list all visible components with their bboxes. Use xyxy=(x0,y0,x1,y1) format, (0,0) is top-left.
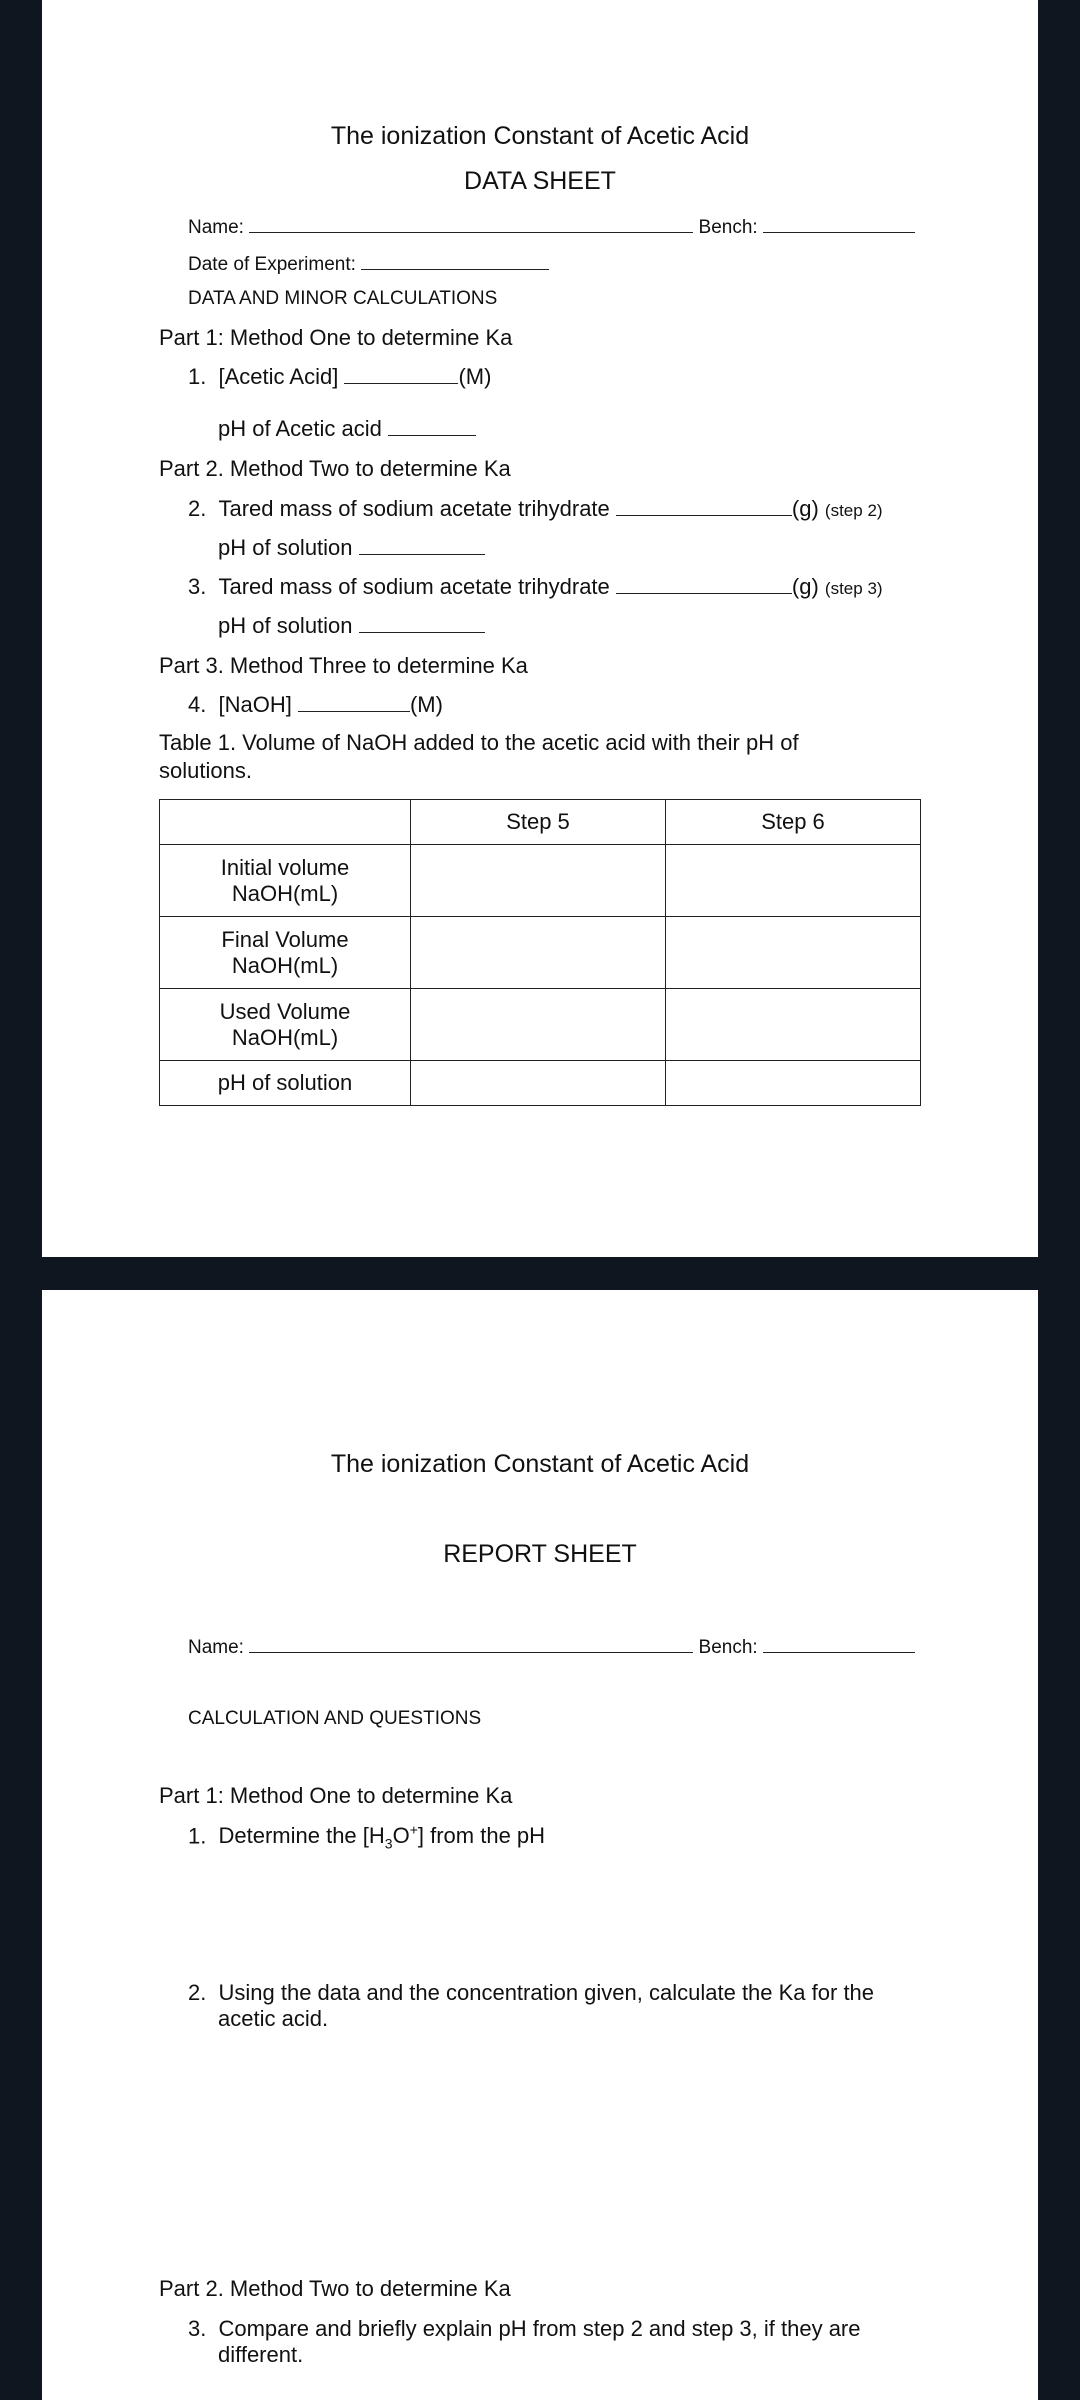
item-acetic-acid xyxy=(188,364,491,390)
item-label: Tared mass of sodium acetate trihydrate xyxy=(218,574,610,599)
item-label: Tared mass of sodium acetate trihydrate xyxy=(218,496,610,521)
unit-label: (M) xyxy=(409,692,443,717)
question-2 xyxy=(188,1980,874,2006)
date-blank xyxy=(361,251,549,270)
table-caption-line2: solutions. xyxy=(159,758,252,783)
ph-acetic-label: pH of Acetic acid xyxy=(218,416,382,441)
item-tared-mass-step3 xyxy=(188,574,883,600)
name-field xyxy=(188,214,915,239)
item-label: [NaOH] xyxy=(218,692,292,717)
item-number: 4. xyxy=(188,692,207,717)
table-header-cell: Step 6 xyxy=(666,800,921,845)
page-subtitle: REPORT SHEET xyxy=(443,1540,637,1568)
table-caption-line1: Table 1. Volume of NaOH added to the acetic acid with their pH of xyxy=(159,730,799,755)
question-3-line2: different. xyxy=(218,2342,304,2367)
table-cell xyxy=(666,917,921,989)
date-field xyxy=(188,251,549,276)
table-cell xyxy=(411,1061,666,1106)
ph-solution-blank xyxy=(359,536,485,555)
table-row xyxy=(160,1061,921,1106)
row-label xyxy=(160,989,411,1061)
name-blank xyxy=(249,214,693,233)
item-tared-mass-step2 xyxy=(188,496,883,522)
acetic-acid-blank xyxy=(344,365,458,384)
ph-solution-blank xyxy=(359,614,485,633)
question-text-line1: Using the data and the concentration given, calculate the Ka for the xyxy=(218,1980,875,2005)
table-cell xyxy=(666,989,921,1061)
part2-heading: Part 2. Method Two to determine Ka xyxy=(159,456,511,481)
section-heading: CALCULATION AND QUESTIONS xyxy=(188,1708,482,1729)
name-field xyxy=(188,1634,915,1659)
ph-acetic-field xyxy=(218,416,476,442)
section-heading: DATA AND MINOR CALCULATIONS xyxy=(188,288,498,309)
naoh-blank xyxy=(298,693,410,712)
page-title: The ionization Constant of Acetic Acid xyxy=(330,1450,750,1478)
item-number: 2. xyxy=(188,496,207,521)
question-text-line1: Compare and briefly explain pH from step 2 and step 3, if they are xyxy=(218,2316,861,2341)
question-number: 3. xyxy=(188,2316,207,2341)
part2-heading: Part 2. Method Two to determine Ka xyxy=(159,2276,511,2301)
bench-label: Bench: xyxy=(698,1637,758,1658)
table-cell xyxy=(411,989,666,1061)
date-label: Date of Experiment: xyxy=(188,254,356,275)
ph-solution-label: pH of solution xyxy=(218,613,353,638)
table-cell xyxy=(666,1061,921,1106)
table-row xyxy=(160,845,921,917)
ph-acetic-blank xyxy=(388,417,476,436)
table-cell xyxy=(411,845,666,917)
name-label: Name: xyxy=(188,1637,244,1658)
page-title: The ionization Constant of Acetic Acid xyxy=(330,122,750,150)
mass-step3-blank xyxy=(616,575,792,594)
part1-heading: Part 1: Method One to determine Ka xyxy=(159,1783,513,1808)
row-label-line1: Initial volume xyxy=(220,854,350,880)
name-blank xyxy=(249,1634,693,1653)
ph-solution-step2-field xyxy=(218,535,485,561)
question-1 xyxy=(188,1822,545,1852)
document-page-2 xyxy=(42,1290,1038,2400)
unit-label: (g) xyxy=(791,496,819,521)
row-label xyxy=(160,845,411,917)
row-label-line2: NaOH(mL) xyxy=(231,1024,339,1050)
row-label: pH of solution xyxy=(160,1061,411,1106)
row-label-line1: Used Volume xyxy=(219,998,351,1024)
item-number: 3. xyxy=(188,574,207,599)
part3-heading: Part 3. Method Three to determine Ka xyxy=(159,653,528,678)
table-header-cell: Step 5 xyxy=(411,800,666,845)
item-label: [Acetic Acid] xyxy=(218,364,339,389)
mass-step2-blank xyxy=(616,497,792,516)
step-note: (step 3) xyxy=(824,579,883,598)
question-2-line2: acetic acid. xyxy=(218,2006,329,2031)
document-page-1 xyxy=(42,0,1038,1257)
table-row xyxy=(160,917,921,989)
table-header-row xyxy=(160,800,921,845)
row-label-line1: Final Volume xyxy=(221,926,349,952)
bench-blank xyxy=(763,1634,915,1653)
naoh-volume-table xyxy=(159,799,921,1106)
page-subtitle: DATA SHEET xyxy=(464,167,616,195)
table-row xyxy=(160,989,921,1061)
ph-solution-label: pH of solution xyxy=(218,535,353,560)
row-label-line2: NaOH(mL) xyxy=(231,952,339,978)
bench-blank xyxy=(763,214,915,233)
question-number: 1. xyxy=(188,1823,207,1849)
step-note: (step 2) xyxy=(824,501,883,520)
ph-solution-step3-field xyxy=(218,613,485,639)
item-naoh xyxy=(188,692,443,718)
bench-label: Bench: xyxy=(698,217,758,238)
item-number: 1. xyxy=(188,364,207,389)
row-label-line2: NaOH(mL) xyxy=(231,880,339,906)
table-header-cell xyxy=(160,800,411,845)
question-text: Determine the $[H_3O^+]$ from the pH xyxy=(218,1822,546,1852)
name-label: Name: xyxy=(188,217,244,238)
table-cell xyxy=(411,917,666,989)
part1-heading: Part 1: Method One to determine Ka xyxy=(159,325,513,350)
question-3 xyxy=(188,2316,861,2342)
table-cell xyxy=(666,845,921,917)
question-number: 2. xyxy=(188,1980,207,2005)
unit-label: (g) xyxy=(791,574,819,599)
unit-label: (M) xyxy=(458,364,492,389)
row-label xyxy=(160,917,411,989)
